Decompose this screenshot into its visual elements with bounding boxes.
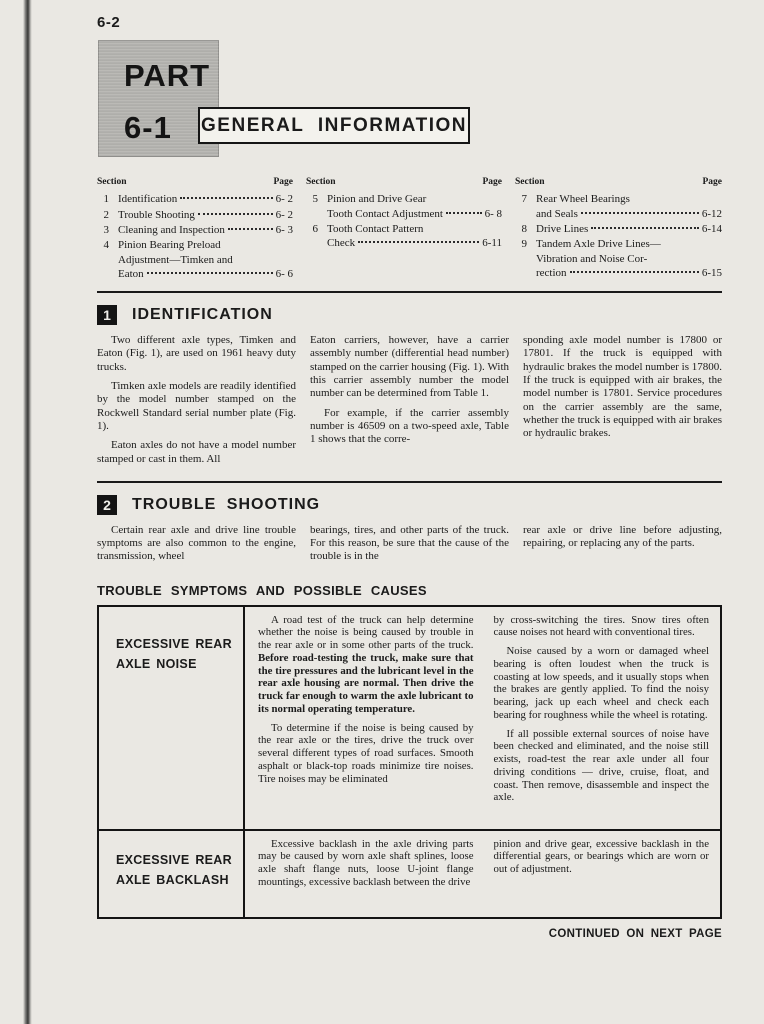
section-1-body <box>97 334 722 472</box>
paragraph: Noise caused by a worn or damaged wheel bearing is often loudest when the truck is coasting at low speeds, and it usually stops when the brakes are gently applied. To find the noisy bearing, jack up each wheel and check each bearing for roughness while the wheel is rotating. <box>493 645 709 721</box>
section-2-header <box>97 495 722 515</box>
toc-item-line: Pinion Bearing Preload <box>118 239 221 252</box>
dot-leader <box>180 197 272 199</box>
toc-item-number: 9 <box>521 238 527 251</box>
dot-leader <box>591 227 699 229</box>
toc-item-title: Check <box>327 237 356 250</box>
table-of-contents <box>97 176 722 282</box>
toc-item-page: 6-15 <box>701 266 722 279</box>
paragraph: sponding axle model number is 17800 or 17801. If the truck is equipped with hydraulic brakes the model number is 17800. If the truck is equipped with air brakes, the model number is 17801. Service procedures on the carrier assembly are the same, whether the truck is equipped with air brakes or hydraulic brakes. <box>523 334 722 440</box>
toc-item-number: 5 <box>312 193 318 206</box>
toc-item-page: 6- 6 <box>275 267 293 280</box>
causes-column-2 <box>494 838 710 909</box>
toc-item-page: 6-11 <box>482 237 502 250</box>
toc-item-title: Trouble Shooting <box>118 208 195 221</box>
table-row-noise <box>99 607 720 829</box>
causes-column-1 <box>258 838 474 909</box>
paragraph-bold-text: Before road-testing the truck, make sure that the tire pressures and the lubricant level in the rear axle housing are normal. Then drive the truck far enough to warm the axle lubricant to its normal operating temperature. <box>258 651 474 715</box>
paragraph: Eaton carriers, however, have a carrier assembly number (differential head number) stamped on the carrier housing (Fig. 1). With this carrier assembly number the model number can be determined from Table 1. <box>310 334 509 400</box>
toc-header-section: Section <box>97 177 127 187</box>
toc-item-number: 8 <box>521 222 527 235</box>
causes-column-1 <box>258 614 474 821</box>
text-column-1 <box>97 334 296 472</box>
paragraph: Certain rear axle and drive line trouble symptoms are also common to the engine, transmission, wheel <box>97 523 296 563</box>
toc-item-page: 6- 3 <box>275 223 293 236</box>
paragraph: Excessive backlash in the axle driving parts may be caused by worn axle shaft splines, loose axle shaft flange nuts, loose U-joint flange mountings, excessive backlash between the drive <box>258 837 474 888</box>
symptom-cell <box>99 607 245 829</box>
toc-item-page: 6-12 <box>701 207 722 220</box>
paragraph: Eaton axles do not have a model number stamped or cast in them. All <box>97 439 296 465</box>
toc-item-line: Pinion and Drive Gear <box>327 193 427 206</box>
toc-item <box>97 192 293 206</box>
dot-leader <box>358 241 479 243</box>
page-content <box>97 14 722 940</box>
toc-item-title: Tooth Contact Adjustment <box>327 207 443 220</box>
section-2-body <box>97 524 722 570</box>
toc-item-line: Tandem Axle Drive Lines— <box>536 238 661 251</box>
toc-header-page: Page <box>273 177 293 187</box>
toc-item-number: 1 <box>103 193 109 206</box>
toc-item <box>306 222 502 251</box>
table-row-backlash <box>99 829 720 917</box>
toc-item-line: Tooth Contact Pattern <box>327 222 424 235</box>
section-1-header <box>97 305 722 325</box>
text-column-3 <box>523 524 722 570</box>
trouble-symptoms-heading: TROUBLE SYMPTOMS AND POSSIBLE CAUSES <box>97 582 427 598</box>
paragraph: rear axle or drive line before adjusting, repairing, or replacing any of the parts. <box>523 523 722 550</box>
toc-item-title: rection <box>536 266 567 279</box>
toc-item <box>515 222 722 236</box>
part-number: 6-1 <box>124 110 172 145</box>
paragraph: Timken axle models are readily identified by the model number stamped on the Rockwell Standard serial number plate (Fig. 1). <box>97 380 296 432</box>
page-title: GENERAL INFORMATION <box>198 107 470 144</box>
trouble-table <box>97 605 722 919</box>
toc-item-title: Drive Lines <box>536 222 589 235</box>
scan-edge-shadow <box>23 0 32 1024</box>
dot-leader <box>228 228 273 230</box>
paragraph: by cross-switching the tires. Snow tires often cause noises not heard with conventional tires. <box>493 613 709 639</box>
toc-header-page: Page <box>702 177 722 187</box>
horizontal-rule <box>97 291 722 293</box>
toc-item-number: 4 <box>103 239 109 252</box>
toc-header-section: Section <box>306 177 336 187</box>
toc-item-number: 3 <box>103 223 109 236</box>
toc-item-line: Rear Wheel Bearings <box>536 193 630 206</box>
toc-header <box>515 176 722 188</box>
toc-item <box>306 192 502 221</box>
paragraph: Two different axle types, Timken and Eaton (Fig. 1), are used on 1961 heavy duty trucks. <box>97 334 296 373</box>
toc-item-number: 7 <box>521 193 527 206</box>
paragraph: For example, if the carrier assembly number is 46509 on a two-speed axle, Table 1 shows that the corre- <box>310 406 509 446</box>
toc-item-page: 6-14 <box>701 222 722 235</box>
toc-column-2 <box>306 176 502 282</box>
continued-note: CONTINUED ON NEXT PAGE <box>548 927 722 940</box>
paragraph-text: A road test of the truck can help determine whether the noise is being caused by trouble in the rear axle or in some other parts of the truck. <box>258 613 474 652</box>
symptom-label: EXCESSIVE REAR AXLE NOISE <box>116 636 232 671</box>
paragraph: pinion and drive gear, excessive backlash in the differential gears, or bearings which are worn or out of adjustment. <box>493 837 709 876</box>
causes-column-2 <box>494 614 710 821</box>
paragraph: If all possible external sources of noise have been checked and eliminated, and the noise still exists, road-test the rear axle under all four driving conditions — drive, cruise, float, and coast. Then remove, disassemble and inspect the axle. <box>493 727 709 804</box>
toc-item <box>515 237 722 280</box>
section-title: IDENTIFICATION <box>132 306 273 324</box>
text-column-1 <box>97 524 296 570</box>
section-number-badge: 1 <box>97 305 117 325</box>
text-column-2 <box>310 524 509 570</box>
toc-item <box>97 223 293 237</box>
toc-item-page: 6- 2 <box>275 208 293 221</box>
toc-column-1 <box>97 176 293 282</box>
dot-leader <box>570 271 699 273</box>
toc-item-number: 2 <box>103 208 109 221</box>
toc-header <box>306 176 502 188</box>
toc-item-title: Cleaning and Inspection <box>118 223 225 236</box>
causes-cell <box>245 831 720 917</box>
toc-item-line: Adjustment—Timken and <box>118 253 233 266</box>
text-column-3 <box>523 334 722 472</box>
part-label: PART <box>124 58 211 93</box>
dot-leader <box>147 272 273 274</box>
masthead <box>97 14 722 172</box>
symptom-cell <box>99 831 245 917</box>
toc-item-page: 6- 2 <box>275 193 293 206</box>
toc-header <box>97 176 293 188</box>
toc-header-section: Section <box>515 177 545 187</box>
toc-item-line: Vibration and Noise Cor- <box>536 252 648 265</box>
toc-item-title: Identification <box>118 193 178 206</box>
toc-item-page: 6- 8 <box>484 207 502 220</box>
section-number-badge: 2 <box>97 495 117 515</box>
symptom-label: EXCESSIVE REAR AXLE BACKLASH <box>116 852 232 887</box>
toc-item <box>515 192 722 221</box>
causes-cell <box>245 607 720 829</box>
section-title: TROUBLE SHOOTING <box>132 495 321 513</box>
page-number: 6-2 <box>97 14 121 31</box>
toc-item-title: Eaton <box>118 267 144 280</box>
paragraph: bearings, tires, and other parts of the truck. For this reason, be sure that the cause of the trouble is in the <box>310 523 509 563</box>
dot-leader <box>198 213 273 215</box>
paragraph: To determine if the noise is being caused by the rear axle or the tires, drive the truck over several different types of road surfaces. Smooth asphalt or black-top roads minimize tire noises. Tire noises may be eliminated <box>258 721 474 785</box>
text-column-2 <box>310 334 509 472</box>
toc-header-page: Page <box>482 177 502 187</box>
horizontal-rule <box>97 481 722 483</box>
dot-leader <box>581 212 699 214</box>
toc-item <box>97 238 293 281</box>
toc-item <box>97 208 293 222</box>
toc-item-title: and Seals <box>536 207 578 220</box>
paragraph <box>258 614 474 716</box>
toc-column-3 <box>515 176 722 282</box>
dot-leader <box>446 212 482 214</box>
toc-item-number: 6 <box>312 222 318 235</box>
